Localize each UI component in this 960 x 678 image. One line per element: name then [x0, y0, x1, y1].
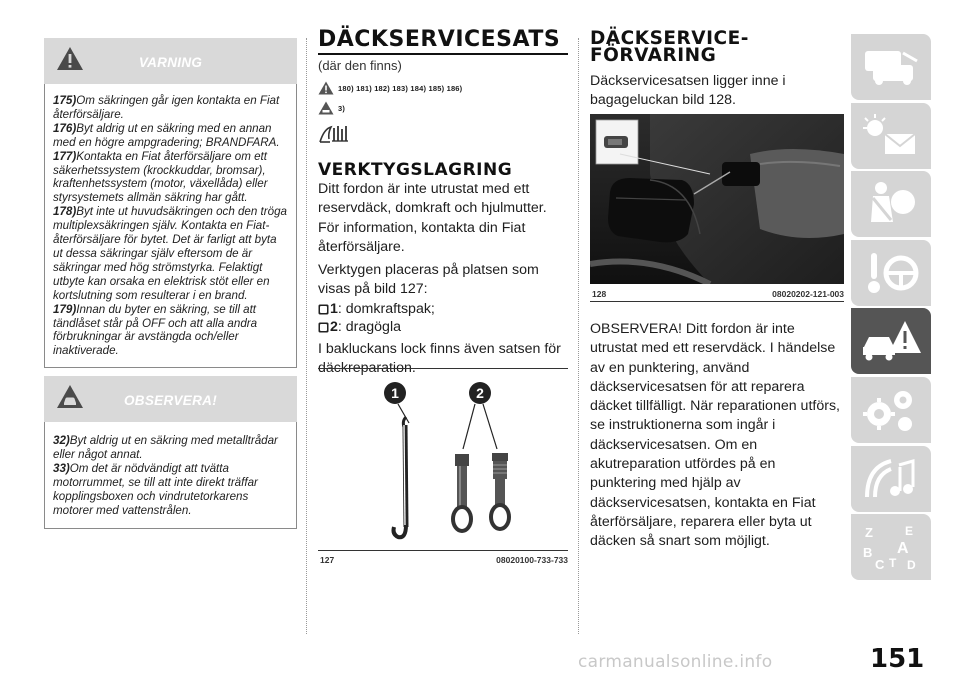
- svg-text:B: B: [863, 545, 873, 561]
- figure-code: 08020202-121-003: [772, 289, 844, 299]
- warning-item: 176)Byt aldrig ut en säkring med en annan med en högre ampgradering; BRANDFARA.: [53, 121, 280, 149]
- svg-text:A: A: [897, 540, 909, 558]
- music-navigation-icon: [859, 453, 923, 505]
- tab-safety[interactable]: [851, 171, 931, 237]
- note-box: [44, 376, 297, 528]
- warning-triangle-icon: [318, 81, 334, 95]
- alphabet-index-icon: [859, 521, 923, 573]
- callout-2-label: 2: [476, 385, 484, 401]
- key-marker-icon: [318, 304, 329, 315]
- figure-number: 128: [592, 289, 607, 299]
- list-item: 1 : domkraftspak;: [318, 300, 568, 319]
- key-marker-icon: [318, 322, 329, 333]
- paragraph: OBSERVERA! Ditt fordon är inte utrustat med ett reservdäck. I händelse av en punktering, använd däckservicesatsen för att reparera däcket tillfälligt. När reparationen utförs, se instruktionerna som ingår i däckservicesatsen. Om en akutreparation utfördes på en punktering med hjälp av däckservicesatsen, kontakta en Fiat återförsäljare, reparera eller byta ut däcken så snart som möjligt.: [590, 321, 840, 550]
- tab-car-dashboard[interactable]: [851, 34, 931, 100]
- warning-box-body: [44, 84, 297, 368]
- callout-1-label: 1: [391, 385, 399, 401]
- note-refs: 3): [318, 101, 568, 115]
- note-box-title: OBSERVERA!: [123, 393, 217, 409]
- note-item: 33)Om det är nödvändigt att tvätta motorrummet, se till att inte direkt träffar kopplingsboxen och vindrutetorkarens motorer med vattenstrålen.: [53, 462, 258, 517]
- svg-text:E: E: [905, 524, 914, 539]
- note-box-body: [44, 422, 297, 528]
- chapter-tabs: [851, 34, 931, 583]
- tab-emergency[interactable]: [851, 308, 931, 374]
- section-title: DÄCKSERVICESATS: [318, 27, 561, 52]
- tab-maintenance[interactable]: [851, 377, 931, 443]
- subsection-title: VERKTYGSLAGRING: [318, 160, 513, 180]
- figure-code: 08020100-733-733: [496, 555, 568, 565]
- figure-128: [590, 114, 844, 284]
- paragraph: I bakluckans lock finns även satsen för däckreparation.: [318, 340, 561, 377]
- paragraph: Ditt fordon är inte utrustat med ett reservdäck, domkraft och hjulmutter. För information, kontakta din Fiat återförsäljare.: [318, 181, 547, 255]
- environment-icon-wrap: [318, 123, 568, 150]
- environment-plant-icon: [318, 123, 352, 145]
- svg-text:T: T: [889, 556, 897, 571]
- page-number: 151: [870, 644, 925, 674]
- tab-multimedia[interactable]: [851, 446, 931, 512]
- svg-text:Z: Z: [865, 525, 873, 541]
- column-divider: [306, 38, 307, 634]
- svg-text:D: D: [907, 558, 916, 573]
- section-title: DÄCKSERVICE- FÖRVARING: [590, 28, 749, 66]
- watermark: carmanualsonline.info: [578, 652, 773, 672]
- car-emergency-icon: [859, 315, 923, 367]
- figure-rule: [590, 301, 844, 302]
- note-box-header: [44, 376, 297, 422]
- figure-number: 127: [320, 555, 335, 565]
- warning-item: 178)Byt inte ut huvudsäkringen och den tröga multiplexsäkringen själv. Kontakta en Fiat-återförsäljare för bytet. Det är farligt att byta ut dessa säkringar själv eftersom de är säkringar med hög strömstyrka. Felaktigt utbyte kan orsaka en elektrisk stöt eller en kortslutning som resulterar i en brand.: [53, 205, 287, 302]
- car-dashboard-icon: [859, 41, 923, 93]
- lights-envelope-icon: [859, 110, 923, 162]
- warning-box-title: VARNING: [138, 55, 203, 70]
- svg-text:C: C: [875, 557, 885, 573]
- note-item: 32)Byt aldrig ut en säkring med metalltrådar eller något annat.: [53, 434, 278, 462]
- trunk-photo: [590, 114, 844, 284]
- key-steering-wheel-icon: [859, 247, 923, 299]
- paragraph: Verktygen placeras på platsen som visas på bild 127:: [318, 262, 539, 298]
- tools-illustration: [318, 369, 568, 552]
- tyre-kit-column: [318, 27, 568, 565]
- tyre-kit-storage-column: [590, 28, 844, 550]
- airbag-seatbelt-icon: [859, 178, 923, 230]
- car-note-icon: [318, 101, 334, 115]
- figure-127: [318, 368, 568, 551]
- warning-refs: 180) 181) 182) 183) 184) 185) 186): [318, 81, 568, 95]
- paragraph: Däckservicesatsen ligger inne i bagageluckan bild 128.: [590, 73, 786, 109]
- tab-lights-messages[interactable]: [851, 103, 931, 169]
- column-divider: [578, 38, 579, 634]
- list-item: 2 : dragögla: [318, 318, 568, 337]
- warning-item: 179)Innan du byter en säkring, se till att tändlåset står på OFF och att alla andra förbrukningar är avstängda och/eller inaktiverade.: [53, 302, 258, 358]
- gears-icon: [859, 384, 923, 436]
- warning-item: 177)Kontakta en Fiat återförsäljare om ett säkerhetssystem (krockkuddar, bromsar), kraftenhetssystem (motor, växellåda) eller styrsystemets allmän säkring har gått.: [53, 149, 268, 205]
- tab-index[interactable]: [851, 514, 931, 580]
- section-subtitle: (där den finns): [318, 58, 402, 73]
- warning-box-header: [44, 38, 297, 84]
- warning-item: 175)Om säkringen går igen kontakta en Fiat återförsäljare.: [53, 94, 280, 121]
- title-rule: [318, 53, 568, 55]
- warnings-column: [44, 38, 297, 529]
- tab-starting-driving[interactable]: [851, 240, 931, 306]
